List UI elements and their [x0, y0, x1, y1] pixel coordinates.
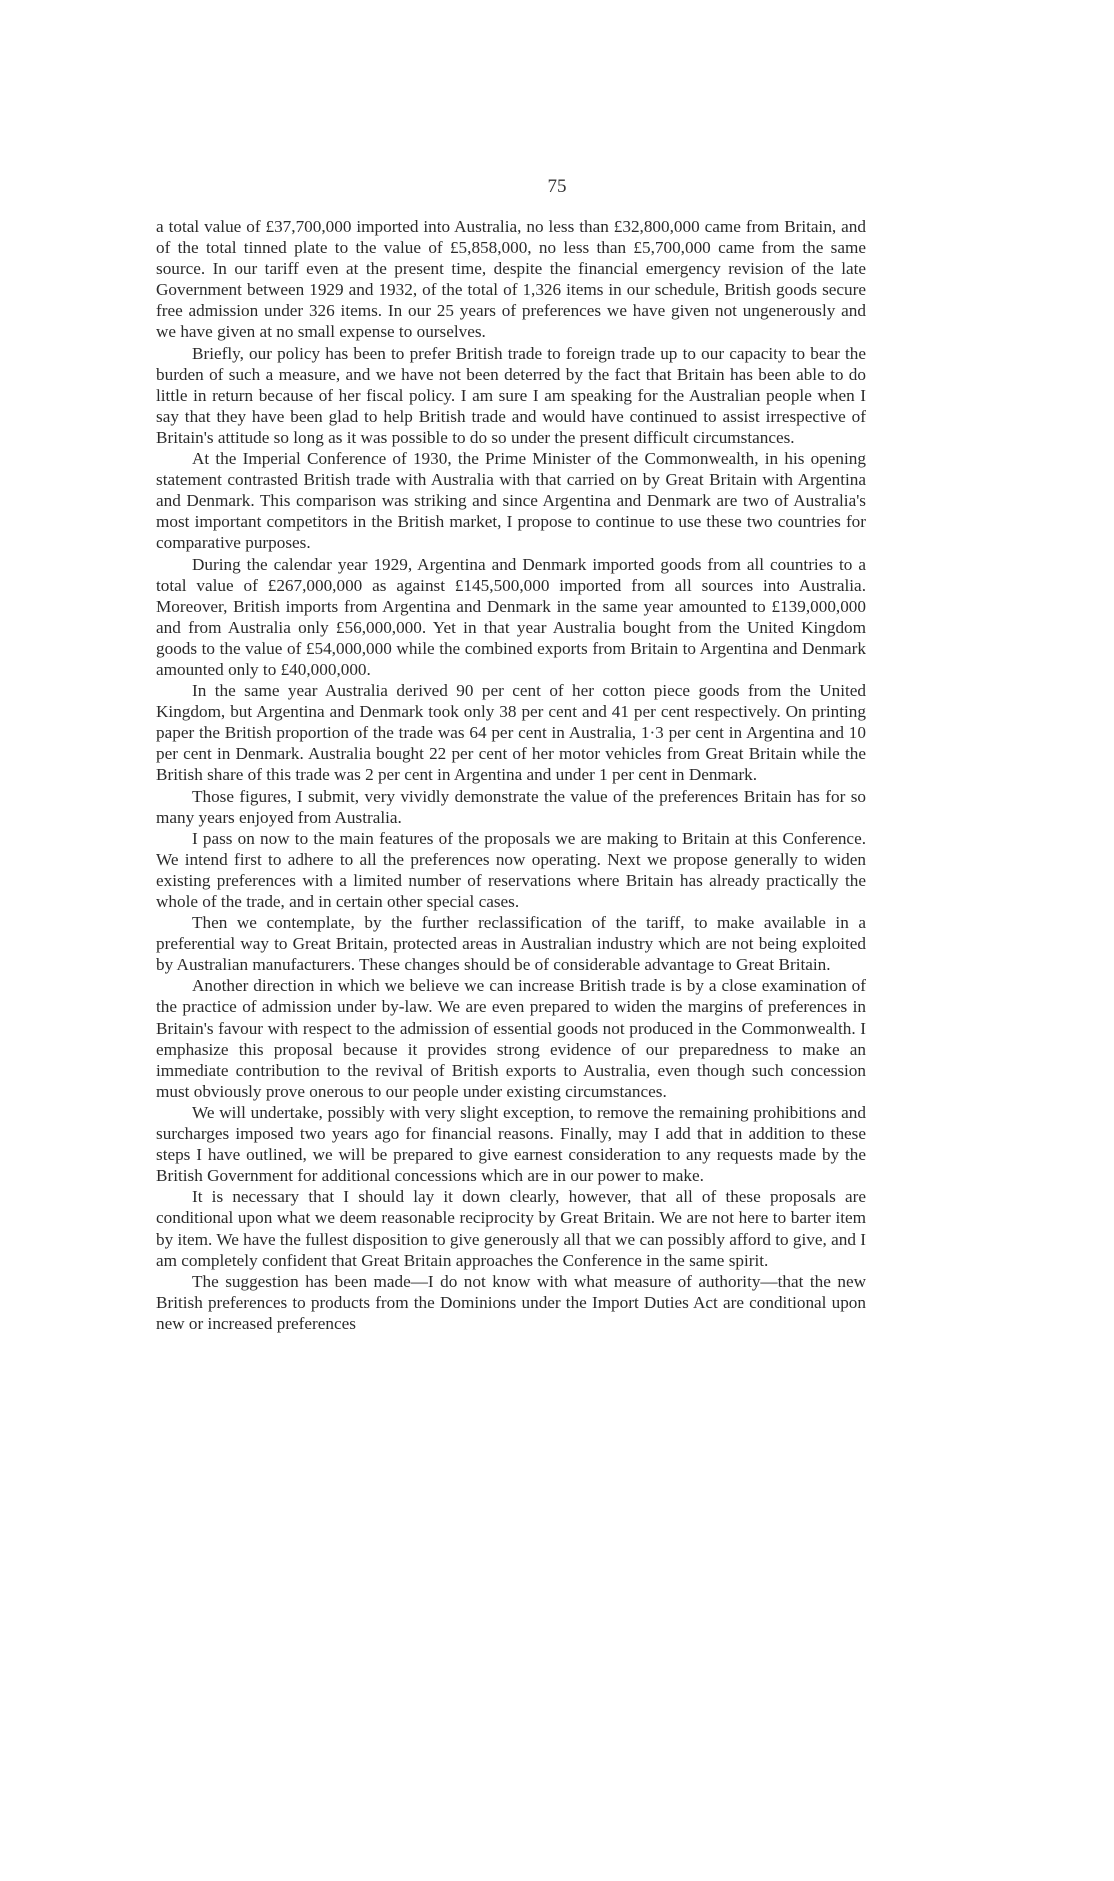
paragraph-trade-1929: During the calendar year 1929, Argentina and Denmark imported goods from all countries to a total value of £267,000,000 as against £145,500,000 imported from all sources into Australia. Moreover, British imports from Argentina and Denmark in the same year amounted to £139,000,000 and from Australia only £56,000,000. Yet in that year Australia bought from the United Kingdom goods to the value of £54,000,000 while the combined exports from Britain to Argentina and Denmark amounted only to £40,000,000.	[156, 554, 866, 679]
paragraph-cotton-paper-vehicles: In the same year Australia derived 90 per cent of her cotton piece goods from the United Kingdom, but Argentina and Denmark took only 38 per cent and 41 per cent respectively. On printing paper the British proportion of the trade was 64 per cent in Australia, 1·3 per cent in Argentina and 10 per cent in Denmark. Australia bought 22 per cent of her motor vehicles from Great Britain while the British share of this trade was 2 per cent in Argentina and under 1 per cent in Denmark.	[156, 681, 866, 785]
paragraph-imperial-conference: At the Imperial Conference of 1930, the Prime Minister of the Commonwealth, in his opening statement contrasted British trade with Australia with that carried on by Great Britain with Argentina and Denmark. This comparison was striking and since Argentina and Denmark are two of Australia's most important competitors in the British market, I propose to continue to use these two countries for comparative purposes.	[156, 449, 866, 553]
paragraph-by-law-admission: Another direction in which we believe we can increase British trade is by a close examination of the practice of admission under by-law. We are even prepared to widen the margins of preferences in Britain's favour with respect to the admission of essential goods not produced in the Commonwealth. I emphasize this proposal because it provides strong evidence of our preparedness to make an immediate contribution to the revival of British exports to Australia, even though such concession must obviously prove onerous to our people under existing circumstances.	[156, 976, 866, 1101]
paragraph-main-proposals: I pass on now to the main features of the proposals we are making to Britain at this Conference. We intend first to adhere to all the preferences now operating. Next we propose generally to widen existing preferences with a limited number of reservations where Britain has already practically the whole of the trade, and in certain other special cases.	[156, 828, 866, 911]
paragraph-import-duties-act: The suggestion has been made—I do not know with what measure of authority—that the new British preferences to products from the Dominions under the Import Duties Act are conditional upon new or increased preferences	[156, 1271, 866, 1333]
paragraph-tariff-figures: a total value of £37,700,000 imported into Australia, no less than £32,800,000 came from Britain, and of the total tinned plate to the value of £5,858,000, no less than £5,700,000 came from the same source. In our tariff even at the present time, despite the financial emergency revision of the late Government between 1929 and 1932, of the total of 1,326 items in our schedule, British goods secure free admission under 326 items. In our 25 years of preferences we have given not ungenerously and we have given at no small expense to ourselves.	[156, 217, 866, 342]
paragraph-reclassification: Then we contemplate, by the further reclassification of the tariff, to make available in a preferential way to Great Britain, protected areas in Australian industry which are not being exploited by Australian manufacturers. These changes should be of considerable advantage to Great Britain.	[156, 913, 866, 975]
page-number: 75	[547, 176, 567, 197]
body-text	[156, 216, 866, 1334]
paragraph-figures-demonstrate: Those figures, I submit, very vividly demonstrate the value of the preferences Britain has for so many years enjoyed from Australia.	[156, 786, 866, 827]
paragraph-remove-prohibitions: We will undertake, possibly with very slight exception, to remove the remaining prohibitions and surcharges imposed two years ago for financial reasons. Finally, may I add that in addition to these steps I have outlined, we will be prepared to give earnest consideration to any requests made by the British Government for additional concessions which are in our power to make.	[156, 1102, 866, 1186]
paragraph-policy: Briefly, our policy has been to prefer British trade to foreign trade up to our capacity to bear the burden of such a measure, and we have not been deterred by the fact that Britain has been able to do little in return because of her fiscal policy. I am sure I am speaking for the Australian people when I say that they have been glad to help British trade and would have continued to assist irrespective of Britain's attitude so long as it was possible to do so under the present difficult circumstances.	[156, 343, 866, 447]
paragraph-reciprocity: It is necessary that I should lay it down clearly, however, that all of these proposals are conditional upon what we deem reasonable reciprocity by Great Britain. We are not here to barter item by item. We have the fullest disposition to give generously all that we can possibly afford to give, and I am completely confident that Great Britain approaches the Conference in the same spirit.	[156, 1187, 866, 1270]
